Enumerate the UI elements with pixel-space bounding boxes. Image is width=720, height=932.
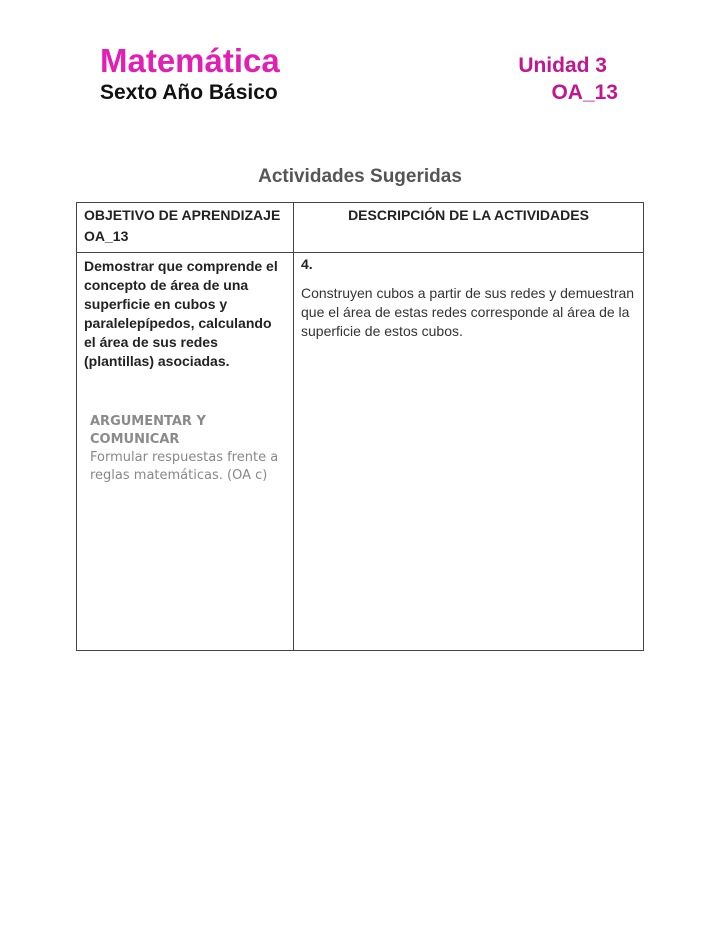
- table-header-row: [77, 203, 644, 253]
- skill-text: Formular respuestas frente a reglas matemáticas. (OA c): [90, 450, 279, 483]
- grade-subtitle: Sexto Año Básico: [100, 81, 278, 104]
- table-row: [77, 253, 644, 651]
- oa-label: OA_13: [551, 81, 618, 104]
- skill-box: [84, 413, 286, 485]
- description-header: DESCRIPCIÓN DE LA ACTIVIDADES: [294, 203, 644, 253]
- activity-number: 4.: [301, 256, 313, 272]
- objective-header-line1: OBJETIVO DE APRENDIZAJE: [84, 207, 281, 223]
- objective-header: [77, 203, 294, 253]
- section-heading: Actividades Sugeridas: [258, 166, 462, 187]
- skill-title: ARGUMENTAR Y COMUNICAR: [90, 414, 206, 447]
- objective-text: Demostrar que comprende el concepto de área de una superficie en cubos y paralelepípedos, calculando el área de sus redes (plantillas) asociadas.: [84, 258, 278, 369]
- activity-text: Construyen cubos a partir de sus redes y demuestran que el área de estas redes corresponde al área de la superficie de estos cubos.: [301, 285, 635, 339]
- objective-header-line2: OA_13: [84, 228, 129, 244]
- objective-cell: [77, 253, 294, 651]
- activities-table: [76, 202, 644, 651]
- subject-title: Matemática: [100, 42, 280, 79]
- description-cell: [294, 253, 644, 651]
- unit-label: Unidad 3: [518, 54, 607, 77]
